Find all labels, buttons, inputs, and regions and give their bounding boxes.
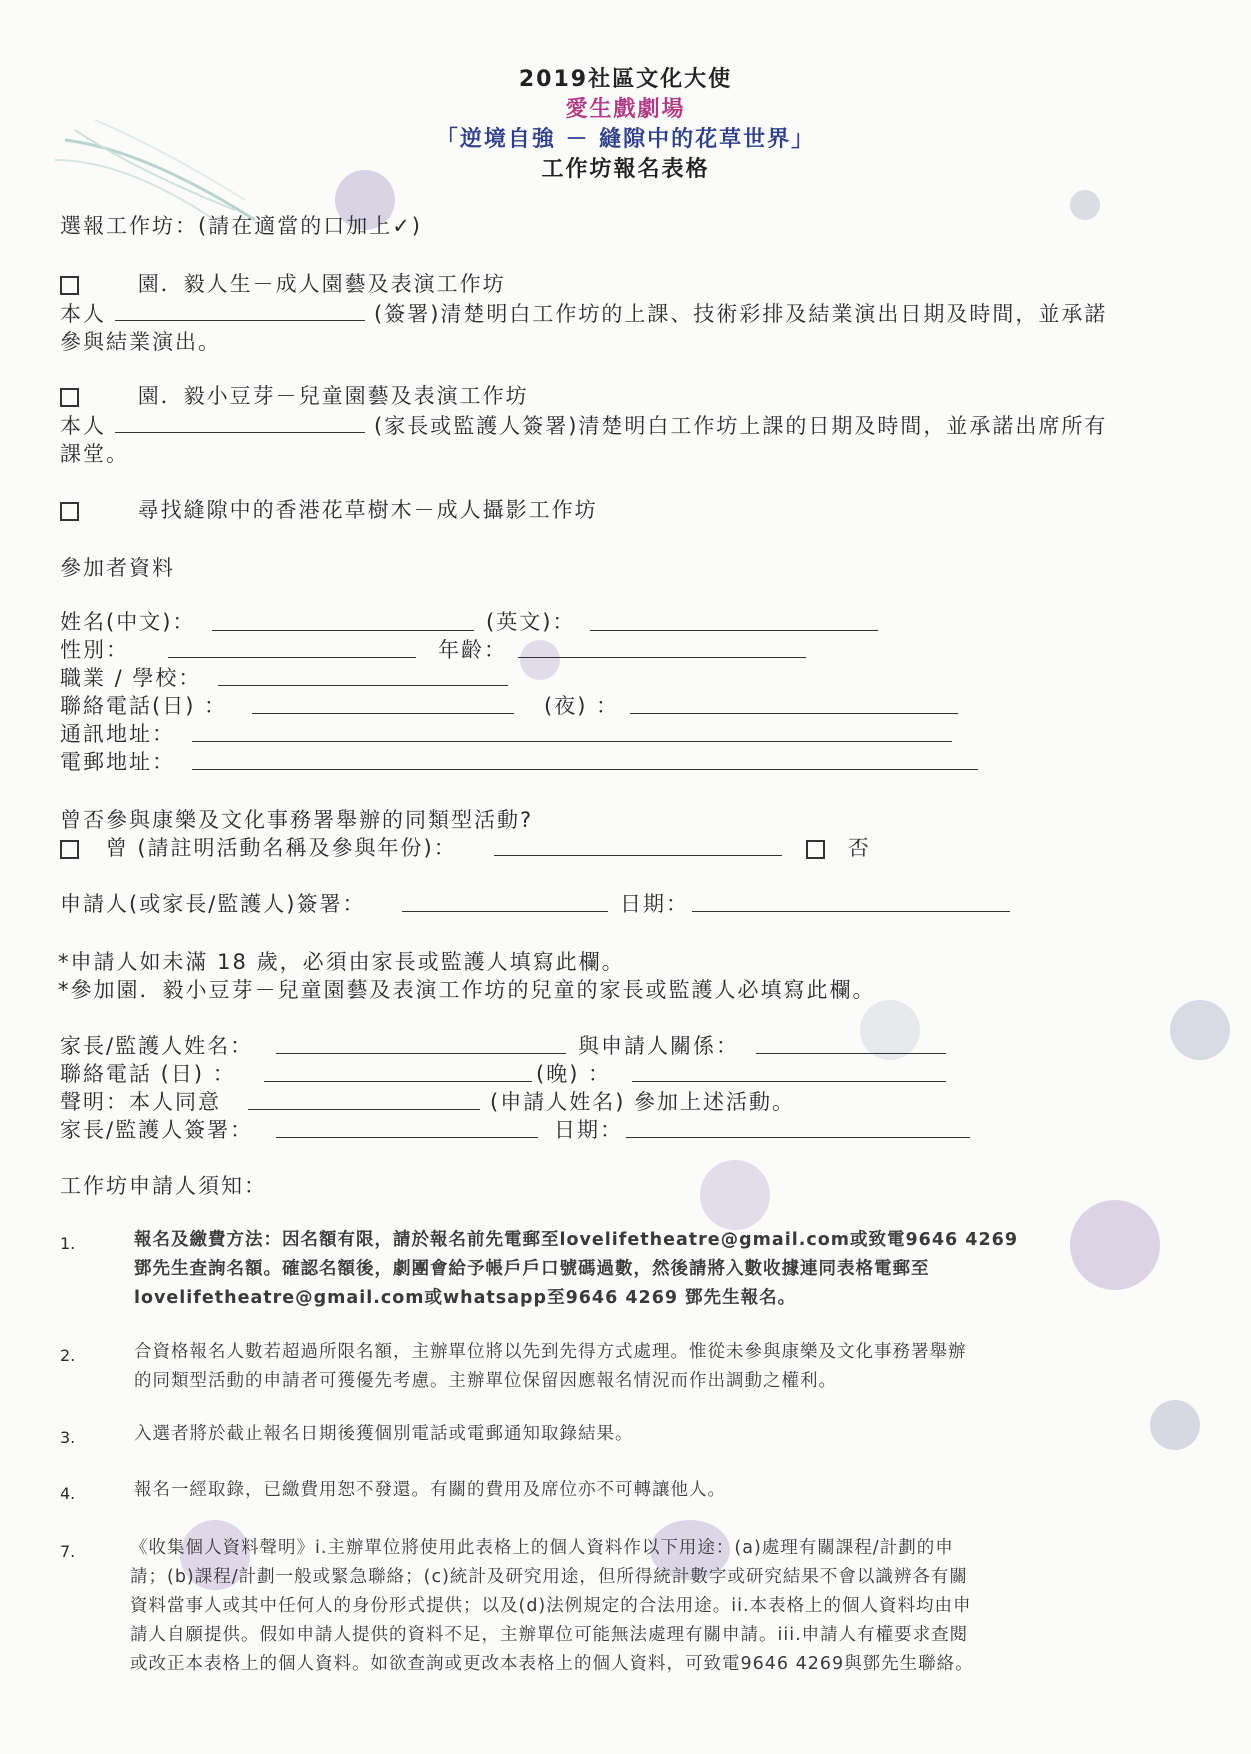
notice-number: 3. <box>60 1428 76 1447</box>
applicant-date-field[interactable] <box>692 911 1010 912</box>
declaration-suffix: (申請人姓名) 參加上述活動。 <box>490 1090 796 1114</box>
previous-no-option[interactable] <box>806 832 871 862</box>
applicant-signature-label: 申請人(或家長/監護人)簽署： <box>60 892 366 916</box>
guardian-name-field[interactable] <box>276 1053 566 1054</box>
signature-prefix: 本人 <box>60 302 106 326</box>
workshop-title: 尋找縫隙中的香港花草樹木－成人攝影工作坊 <box>137 498 598 522</box>
checkbox[interactable] <box>60 840 79 859</box>
email-label: 電郵地址： <box>60 750 175 774</box>
previous-activity-field[interactable] <box>494 855 782 856</box>
occupation-label: 職業 / 學校： <box>60 666 202 690</box>
participant-heading: 參加者資料 <box>60 556 175 580</box>
notice-item-registration: 報名及繳費方法：因名額有限，請於報名前先電郵至lovelifetheatre@gmail.com或致電9646 4269 鄧先生查詢名額。確認名額後，劇團會給予帳戶戶口號碼過數，然後請將入數收據連同表格電郵至 lovelifetheatre@gmail.com或whatsapp至9646 4269 鄧先生報名。 <box>134 1230 1018 1308</box>
commitment-text-cont: 課堂。 <box>60 442 129 466</box>
notice-number: 1. <box>60 1234 76 1253</box>
email-field[interactable] <box>192 769 978 770</box>
declaration-applicant-name-field[interactable] <box>248 1109 480 1110</box>
guardian-sign-label: 家長/監護人簽署： <box>60 1118 254 1142</box>
name-cn-field[interactable] <box>212 630 474 631</box>
relation-label: 與申請人關係： <box>578 1034 739 1058</box>
commitment-text: (家長或監護人簽署)清楚明白工作坊上課的日期及時間，並承諾出席所有 <box>374 414 1108 438</box>
applicant-signature-field[interactable] <box>402 911 608 912</box>
footnote-age: *申請人如未滿 18 歲，必須由家長或監護人填寫此欄。 <box>58 950 625 974</box>
address-label: 通訊地址： <box>60 722 175 746</box>
previous-yes-option[interactable] <box>60 832 457 862</box>
guardian-name-label: 家長/監護人姓名： <box>60 1034 254 1058</box>
guardian-phone-night-field[interactable] <box>632 1081 946 1082</box>
checkbox[interactable] <box>60 276 79 295</box>
guardian-phone-day-label: 聯絡電話 (日) ： <box>60 1062 236 1086</box>
name-cn-label: 姓名(中文)： <box>60 610 196 634</box>
guardian-date-label: 日期： <box>554 1118 623 1142</box>
notice-number: 2. <box>60 1346 76 1365</box>
workshop-option-children-gardening[interactable] <box>60 380 529 410</box>
checkbox[interactable] <box>806 840 825 859</box>
guardian-phone-night-label: (晚) ： <box>536 1062 612 1086</box>
commitment-text-cont: 參與結業演出。 <box>60 330 221 354</box>
phone-day-label: 聯絡電話(日) ： <box>60 694 228 718</box>
declaration-prefix: 聲明：本人同意 <box>60 1090 221 1114</box>
applicant-date-label: 日期： <box>620 892 689 916</box>
workshop-option-photography[interactable] <box>60 494 598 524</box>
guardian-signature-line[interactable] <box>115 432 365 433</box>
notice-item-privacy: 《收集個人資料聲明》i.主辦單位將使用此表格上的個人資料作以下用途：(a)處理有關課程/計劃的申 請；(b)課程/計劃一般或緊急聯絡；(c)統計及研究用途，但所得統計數字或研究結果不會以識辨各有關 資料當事人或其中任何人的身份形式提供；以及(d)法例規定的合法用途。ii.本表格上的個人資料均由申 請人自願提供。假如申請人提供的資料不足，主辦單位可能無法處理有關申請。iii.申請人有權要求查閱 或改正本表格上的個人資料。如欲查詢或更改本表格上的個人資料，可致電9646 4269與鄧先生聯絡。 <box>130 1538 974 1674</box>
gender-label: 性別： <box>60 638 129 662</box>
workshop-title: 園．毅人生－成人園藝及表演工作坊 <box>137 272 506 296</box>
notice-number: 4. <box>60 1484 76 1503</box>
name-en-field[interactable] <box>590 630 878 631</box>
guardian-phone-day-field[interactable] <box>264 1081 532 1082</box>
commitment-text: (簽署)清楚明白工作坊的上課、技術彩排及結業演出日期及時間，並承諾 <box>374 302 1108 326</box>
guardian-date-field[interactable] <box>626 1137 970 1138</box>
age-field[interactable] <box>518 657 806 658</box>
footnote-guardian: *參加園．毅小豆芽－兒童園藝及表演工作坊的兒童的家長或監護人必填寫此欄。 <box>58 978 876 1002</box>
notice-number: 7. <box>60 1542 76 1561</box>
selection-prompt: 選報工作坊：(請在適當的口加上✓) <box>60 214 422 238</box>
checkbox[interactable] <box>60 502 79 521</box>
signature-prefix: 本人 <box>60 414 106 438</box>
previous-question: 曾否參與康樂及文化事務署舉辦的同類型活動? <box>60 808 534 832</box>
previous-no-label: 否 <box>847 836 871 860</box>
header-form-title: 工作坊報名表格 <box>541 157 710 182</box>
previous-yes-label: 曾 (請註明活動名稱及參與年份)： <box>105 836 457 860</box>
notice-item-result: 入選者將於截止報名日期後獲個別電話或電郵通知取錄結果。 <box>134 1424 634 1444</box>
gender-field[interactable] <box>168 657 416 658</box>
header-theatre-name: 愛生戲劇場 <box>565 97 686 122</box>
notice-item-refund: 報名一經取錄，已繳費用恕不發還。有關的費用及席位亦不可轉讓他人。 <box>134 1480 726 1500</box>
phone-night-field[interactable] <box>630 713 958 714</box>
address-field[interactable] <box>192 741 952 742</box>
notice-item-quota: 合資格報名人數若超過所限名額，主辦單位將以先到先得方式處理。惟從未參與康樂及文化事務署舉辦 的同類型活動的申請者可獲優先考慮。主辦單位保留因應報名情況而作出調動之權利。 <box>134 1342 967 1391</box>
notice-heading: 工作坊申請人須知： <box>60 1174 267 1198</box>
phone-day-field[interactable] <box>252 713 514 714</box>
name-en-label: (英文)： <box>486 610 576 634</box>
age-label: 年齡： <box>438 638 507 662</box>
phone-night-label: (夜) ： <box>544 694 620 718</box>
occupation-field[interactable] <box>218 685 508 686</box>
checkbox[interactable] <box>60 388 79 407</box>
workshop-title: 園．毅小豆芽－兒童園藝及表演工作坊 <box>137 384 529 408</box>
signature-line[interactable] <box>115 320 365 321</box>
guardian-sign-field[interactable] <box>276 1137 538 1138</box>
header-program-title: 「逆境自強 － 縫隙中的花草世界」 <box>435 127 816 152</box>
workshop-option-adult-gardening[interactable] <box>60 268 506 298</box>
relation-field[interactable] <box>756 1053 946 1054</box>
header-year-title: 2019社區文化大使 <box>518 67 733 92</box>
